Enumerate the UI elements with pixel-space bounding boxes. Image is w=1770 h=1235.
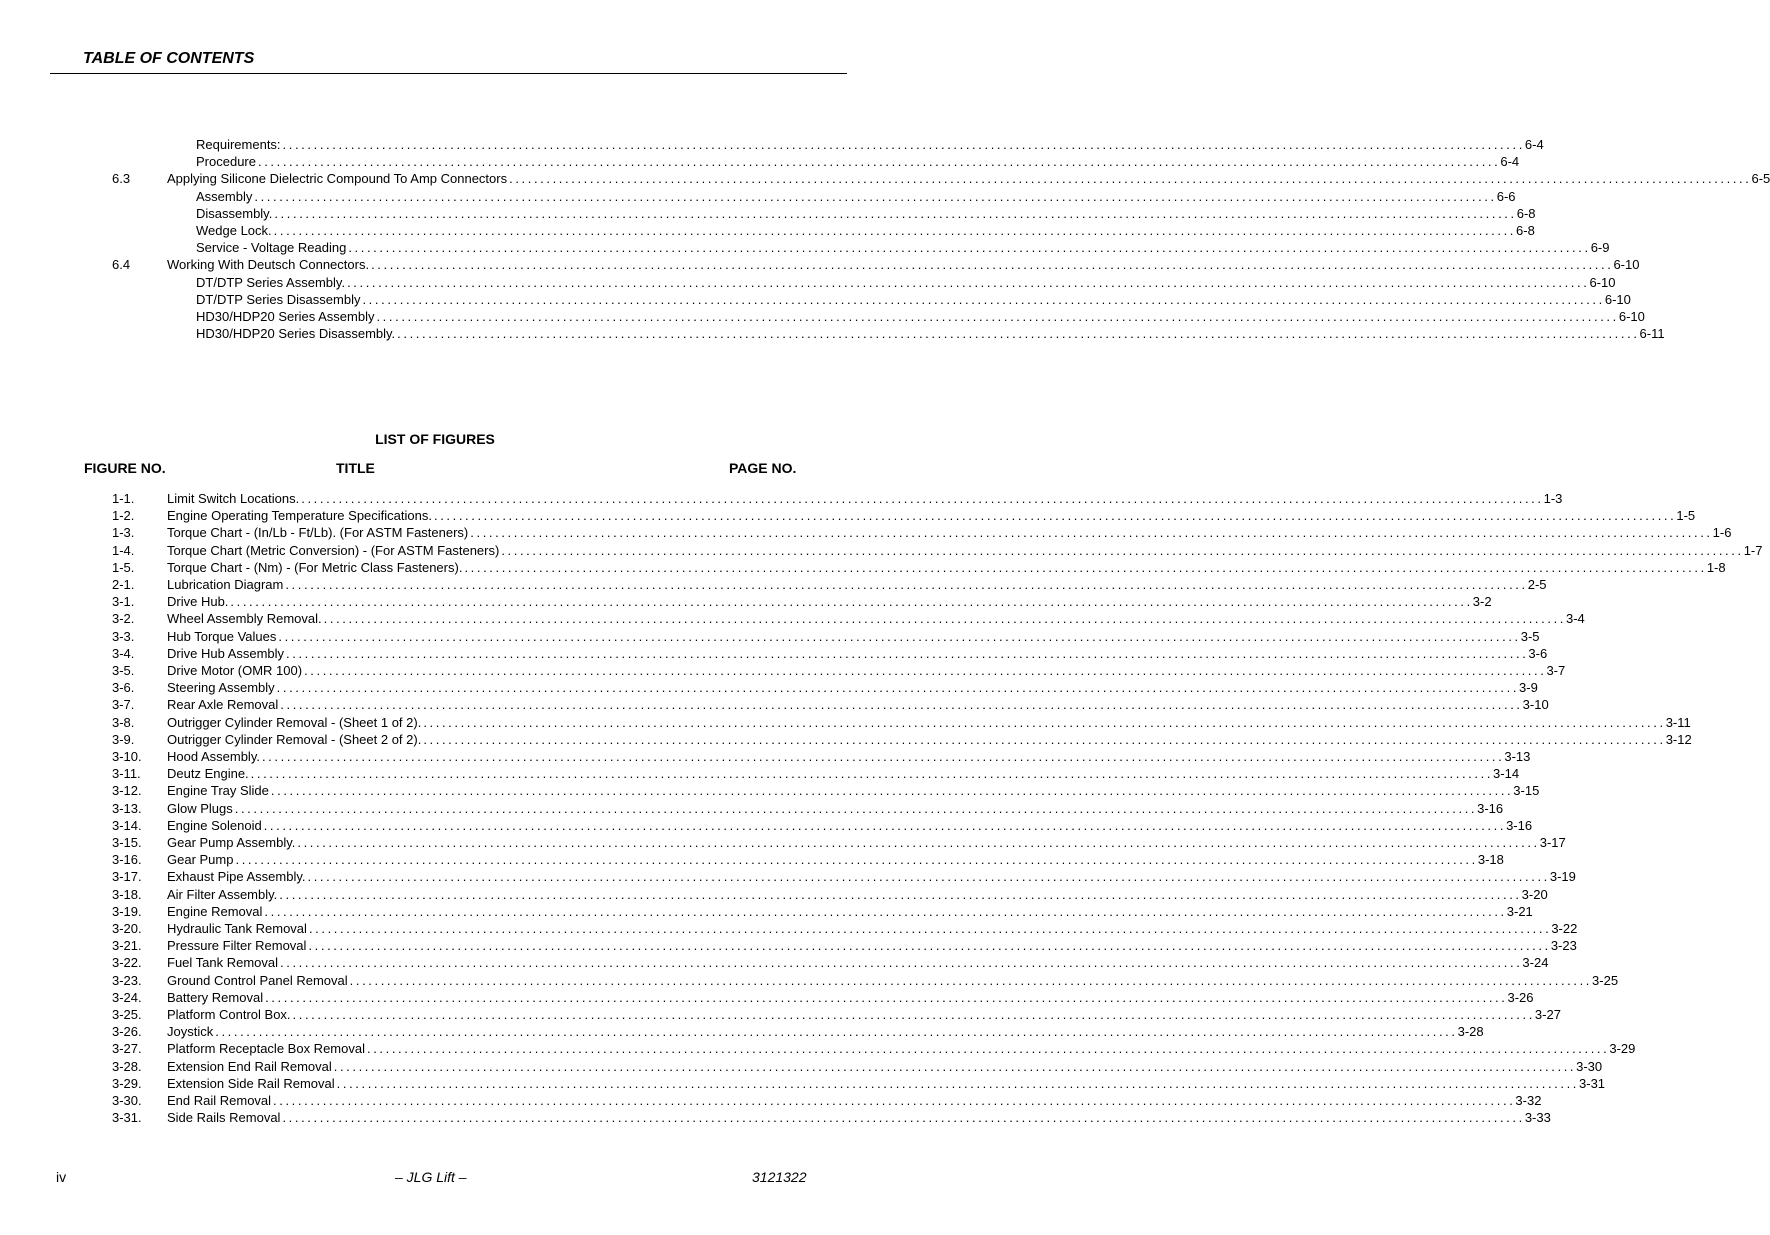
entry-page-number: 3-16 bbox=[1477, 800, 1504, 816]
list-item bbox=[0, 1075, 1606, 1092]
entry-number: 3-26. bbox=[112, 1024, 142, 1040]
list-item bbox=[0, 886, 1548, 903]
entry-number: 3-11. bbox=[112, 766, 141, 782]
entry-page-number: 6-10 bbox=[1613, 257, 1640, 273]
entry-page-number: 6-9 bbox=[1590, 240, 1610, 256]
entry-title: Drive Hub Assembly bbox=[167, 645, 285, 661]
entry-page-number: 1-5 bbox=[1676, 508, 1696, 524]
list-item bbox=[0, 696, 1549, 713]
list-item bbox=[0, 291, 1631, 308]
list-item bbox=[0, 524, 1732, 541]
entry-number: 1-4. bbox=[112, 542, 135, 558]
list-item bbox=[0, 714, 1691, 731]
entry-page-number: 3-26 bbox=[1507, 989, 1534, 1005]
dot-leader: ........................................................................................................................................................................................................ bbox=[308, 921, 1552, 936]
entry-page-number: 6-11 bbox=[1639, 326, 1665, 342]
entry-title: HD30/HDP20 Series Assembly bbox=[196, 309, 375, 324]
entry-page-number: 3-27 bbox=[1534, 1007, 1561, 1022]
entry-number: 3-7. bbox=[112, 697, 135, 713]
entry-number: 3-29. bbox=[112, 1075, 142, 1091]
dot-leader: ........................................................................................................................................................................................................ bbox=[254, 188, 1497, 204]
entry-page-number: 3-24 bbox=[1522, 955, 1549, 971]
dot-leader: ........................................................................................................................................................................................................ bbox=[308, 938, 1551, 954]
list-item bbox=[0, 170, 1770, 187]
list-item bbox=[0, 576, 1547, 593]
entry-page-number: 2-5 bbox=[1527, 577, 1547, 592]
entry-number: 1-2. bbox=[112, 508, 135, 524]
list-item bbox=[0, 274, 1616, 291]
dot-leader: ........................................................................................................................................................................................................ bbox=[270, 783, 1514, 799]
dot-leader: ........................................................................................................................................................................................................ bbox=[397, 326, 1640, 342]
entry-number: 3-3. bbox=[112, 628, 135, 644]
entry-number: 3-23. bbox=[112, 972, 142, 988]
entry-title: Side Rails Removal bbox=[167, 1110, 281, 1126]
entry-number: 6.4 bbox=[112, 257, 131, 273]
entry-title: Hydraulic Tank Removal bbox=[167, 921, 307, 936]
entry-page-number: 3-18 bbox=[1477, 852, 1504, 868]
entry-page-number: 3-29 bbox=[1609, 1041, 1636, 1057]
dot-leader: ........................................................................................................................................................................................................ bbox=[297, 835, 1540, 850]
entry-title: Wheel Assembly Removal. bbox=[167, 611, 322, 627]
dot-leader: ........................................................................................................................................................................................................ bbox=[301, 491, 1544, 506]
entry-page-number: 1-7 bbox=[1743, 542, 1763, 558]
entry-title: Torque Chart - (Nm) - (For Metric Class Fasteners). bbox=[167, 559, 463, 575]
entry-title: DT/DTP Series Assembly. bbox=[196, 274, 346, 290]
entry-title: Lubrication Diagram bbox=[167, 577, 284, 592]
list-item bbox=[0, 507, 1696, 524]
entry-title: Platform Control Box. bbox=[167, 1007, 291, 1022]
entry-title: Steering Assembly bbox=[167, 680, 275, 696]
dot-leader: ........................................................................................................................................................................................................ bbox=[257, 154, 1501, 170]
entry-number: 3-16. bbox=[112, 852, 142, 868]
entry-number: 3-13. bbox=[112, 800, 142, 816]
entry-number: 3-22. bbox=[112, 955, 142, 971]
list-item bbox=[0, 851, 1504, 868]
entry-number: 3-14. bbox=[112, 817, 142, 833]
list-item bbox=[0, 800, 1504, 817]
list-item bbox=[0, 920, 1578, 937]
footer-page-number: iv bbox=[56, 1169, 67, 1185]
list-item bbox=[0, 954, 1549, 971]
entry-page-number: 3-31 bbox=[1579, 1075, 1606, 1091]
list-item bbox=[0, 868, 1576, 885]
entry-number: 3-31. bbox=[112, 1110, 142, 1126]
entry-page-number: 3-2 bbox=[1472, 594, 1492, 610]
entry-number: 3-24. bbox=[112, 989, 142, 1005]
dot-leader: ........................................................................................................................................................................................................ bbox=[366, 1041, 1610, 1057]
entry-title: Engine Tray Slide bbox=[167, 783, 269, 799]
entry-title: Platform Receptacle Box Removal bbox=[167, 1041, 365, 1057]
entry-title: DT/DTP Series Disassembly bbox=[196, 291, 361, 307]
list-item bbox=[0, 748, 1531, 765]
entry-title: Joystick bbox=[167, 1024, 214, 1040]
entry-page-number: 3-21 bbox=[1506, 903, 1533, 919]
dot-leader: ........................................................................................................................................................................................................ bbox=[423, 714, 1666, 730]
entry-number: 3-21. bbox=[112, 938, 142, 954]
entry-title: Service - Voltage Reading bbox=[196, 240, 347, 256]
dot-leader: ........................................................................................................................................................................................................ bbox=[250, 766, 1494, 782]
dot-leader: ........................................................................................................................................................................................................ bbox=[274, 205, 1517, 221]
footer-publisher: – JLG Lift – bbox=[395, 1169, 467, 1185]
entry-page-number: 6-6 bbox=[1496, 188, 1516, 204]
dot-leader: ........................................................................................................................................................................................................ bbox=[264, 903, 1507, 919]
entry-page-number: 1-3 bbox=[1543, 491, 1563, 506]
list-item bbox=[0, 628, 1540, 645]
entry-page-number: 6-10 bbox=[1618, 309, 1645, 324]
dot-leader: ........................................................................................................................................................................................................ bbox=[349, 972, 1593, 988]
entry-number: 3-27. bbox=[112, 1041, 142, 1057]
entry-page-number: 6-10 bbox=[1589, 274, 1616, 290]
entry-page-number: 3-11 bbox=[1665, 714, 1691, 730]
dot-leader: ........................................................................................................................................................................................................ bbox=[263, 817, 1507, 833]
entry-number: 3-10. bbox=[112, 749, 142, 764]
entry-number: 3-5. bbox=[112, 663, 135, 678]
entry-page-number: 6-4 bbox=[1500, 154, 1520, 170]
entry-title: Engine Operating Temperature Specifications. bbox=[167, 508, 432, 524]
entry-title: Wedge Lock. bbox=[196, 223, 272, 238]
entry-number: 3-12. bbox=[112, 783, 142, 799]
column-header-figure-no: FIGURE NO. bbox=[84, 460, 166, 476]
list-item bbox=[0, 610, 1585, 627]
entry-page-number: 3-13 bbox=[1504, 749, 1531, 764]
list-item bbox=[0, 834, 1566, 851]
dot-leader: ........................................................................................................................................................................................................ bbox=[371, 257, 1614, 273]
entry-title: Extension End Rail Removal bbox=[167, 1058, 332, 1074]
list-item bbox=[0, 222, 1535, 239]
entry-title: Assembly bbox=[196, 188, 253, 204]
column-header-page-no: PAGE NO. bbox=[729, 460, 797, 476]
dot-leader: ........................................................................................................................................................................................................ bbox=[376, 309, 1619, 324]
list-item bbox=[0, 765, 1520, 782]
entry-number: 3-1. bbox=[112, 594, 135, 610]
page-header-title: TABLE OF CONTENTS bbox=[83, 50, 255, 67]
entry-number: 3-30. bbox=[112, 1093, 142, 1108]
entry-page-number: 3-20 bbox=[1521, 886, 1548, 902]
entry-page-number: 1-8 bbox=[1706, 559, 1726, 575]
dot-leader: ........................................................................................................................................................................................................ bbox=[423, 731, 1666, 747]
entry-title: Extension Side Rail Removal bbox=[167, 1075, 335, 1091]
dot-leader: ........................................................................................................................................................................................................ bbox=[280, 697, 1523, 713]
entry-page-number: 3-4 bbox=[1566, 611, 1585, 627]
list-item bbox=[0, 1092, 1542, 1109]
dot-leader: ........................................................................................................................................................................................................ bbox=[230, 594, 1473, 610]
entry-title: Air Filter Assembly. bbox=[167, 886, 278, 902]
entry-number: 2-1. bbox=[112, 577, 135, 592]
entry-title: Working With Deutsch Connectors. bbox=[167, 257, 370, 273]
entry-page-number: 3-14 bbox=[1493, 766, 1520, 782]
list-of-figures-title: LIST OF FIGURES bbox=[375, 431, 495, 447]
entry-title: Engine Solenoid bbox=[167, 817, 262, 833]
dot-leader: ........................................................................................................................................................................................................ bbox=[362, 291, 1605, 307]
dot-leader: ........................................................................................................................................................................................................ bbox=[348, 240, 1591, 256]
list-item bbox=[0, 542, 1763, 559]
header-divider bbox=[50, 73, 847, 74]
entry-title: Deutz Engine. bbox=[167, 766, 249, 782]
entry-page-number: 3-33 bbox=[1524, 1110, 1551, 1126]
dot-leader: ........................................................................................................................................................................................................ bbox=[304, 663, 1547, 678]
entry-page-number: 6-4 bbox=[1524, 137, 1544, 152]
entry-title: Battery Removal bbox=[167, 989, 264, 1005]
list-item bbox=[0, 731, 1692, 748]
entry-title: Hood Assembly. bbox=[167, 749, 260, 764]
list-item bbox=[0, 153, 1520, 170]
dot-leader: ........................................................................................................................................................................................................ bbox=[464, 559, 1707, 575]
entry-number: 3-18. bbox=[112, 886, 142, 902]
list-item bbox=[0, 782, 1540, 799]
entry-title: Applying Silicone Dielectric Compound To Amp Connectors bbox=[167, 171, 508, 187]
list-item bbox=[0, 205, 1536, 222]
list-item bbox=[0, 593, 1492, 610]
entry-number: 3-4. bbox=[112, 645, 135, 661]
entry-page-number: 3-5 bbox=[1520, 628, 1540, 644]
list-item bbox=[0, 490, 1563, 507]
dot-leader: ........................................................................................................................................................................................................ bbox=[433, 508, 1677, 524]
entry-page-number: 3-23 bbox=[1550, 938, 1577, 954]
entry-title: Fuel Tank Removal bbox=[167, 955, 279, 971]
entry-number: 1-1. bbox=[112, 491, 135, 506]
column-header-title: TITLE bbox=[336, 460, 375, 476]
list-item bbox=[0, 937, 1577, 954]
entry-title: Outrigger Cylinder Removal - (Sheet 2 of 2). bbox=[167, 731, 422, 747]
list-item bbox=[0, 817, 1533, 834]
entry-page-number: 3-12 bbox=[1665, 731, 1692, 747]
list-item bbox=[0, 662, 1566, 679]
entry-number: 3-28. bbox=[112, 1058, 142, 1074]
dot-leader: ........................................................................................................................................................................................................ bbox=[261, 749, 1505, 764]
entry-number: 3-8. bbox=[112, 714, 135, 730]
list-item bbox=[0, 239, 1610, 256]
dot-leader: ........................................................................................................................................................................................................ bbox=[265, 989, 1508, 1005]
entry-page-number: 3-30 bbox=[1576, 1058, 1603, 1074]
list-item bbox=[0, 972, 1619, 989]
dot-leader: ........................................................................................................................................................................................................ bbox=[470, 525, 1713, 541]
entry-number: 3-2. bbox=[112, 611, 135, 627]
entry-page-number: 3-32 bbox=[1515, 1093, 1542, 1108]
list-item bbox=[0, 308, 1645, 325]
entry-number: 1-5. bbox=[112, 559, 135, 575]
list-item bbox=[0, 989, 1534, 1006]
dot-leader: ........................................................................................................................................................................................................ bbox=[278, 628, 1521, 644]
entry-title: Ground Control Panel Removal bbox=[167, 972, 348, 988]
dot-leader: ........................................................................................................................................................................................................ bbox=[234, 800, 1478, 816]
entry-title: Torque Chart - (In/Lb - Ft/Lb). (For ASTM Fasteners) bbox=[167, 525, 469, 541]
dot-leader: ........................................................................................................................................................................................................ bbox=[323, 611, 1566, 627]
entry-page-number: 6-10 bbox=[1604, 291, 1631, 307]
entry-page-number: 3-15 bbox=[1513, 783, 1540, 799]
list-item bbox=[0, 136, 1544, 153]
entry-page-number: 6-5 bbox=[1751, 171, 1770, 187]
entry-number: 3-17. bbox=[112, 869, 142, 885]
entry-title: Outrigger Cylinder Removal - (Sheet 1 of 2). bbox=[167, 714, 422, 730]
list-item bbox=[0, 645, 1548, 662]
entry-title: Engine Removal bbox=[167, 903, 263, 919]
list-item bbox=[0, 188, 1516, 205]
entry-number: 3-15. bbox=[112, 835, 142, 850]
list-item bbox=[0, 679, 1538, 696]
entry-title: Procedure bbox=[196, 154, 256, 170]
entry-page-number: 3-22 bbox=[1551, 921, 1578, 936]
list-item bbox=[0, 903, 1533, 920]
entry-title: Limit Switch Locations. bbox=[167, 491, 300, 506]
entry-title: Rear Axle Removal bbox=[167, 697, 279, 713]
entry-title: Exhaust Pipe Assembly. bbox=[167, 869, 306, 885]
dot-leader: ........................................................................................................................................................................................................ bbox=[276, 680, 1520, 696]
entry-number: 3-6. bbox=[112, 680, 135, 696]
entry-title: Torque Chart (Metric Conversion) - (For ASTM Fasteners) bbox=[167, 542, 500, 558]
dot-leader: ........................................................................................................................................................................................................ bbox=[235, 852, 1478, 868]
entry-title: Gear Pump Assembly. bbox=[167, 835, 296, 850]
dot-leader: ........................................................................................................................................................................................................ bbox=[215, 1024, 1458, 1040]
entry-page-number: 3-25 bbox=[1592, 972, 1619, 988]
dot-leader: ........................................................................................................................................................................................................ bbox=[292, 1007, 1535, 1022]
entry-number: 3-9. bbox=[112, 731, 135, 747]
entry-page-number: 6-8 bbox=[1516, 205, 1536, 221]
list-item bbox=[0, 559, 1726, 576]
entry-number: 6.3 bbox=[112, 171, 131, 187]
dot-leader: ........................................................................................................................................................................................................ bbox=[307, 869, 1550, 885]
entry-page-number: 1-6 bbox=[1712, 525, 1732, 541]
entry-page-number: 3-7 bbox=[1546, 663, 1566, 678]
dot-leader: ........................................................................................................................................................................................................ bbox=[282, 1110, 1525, 1126]
entry-page-number: 6-8 bbox=[1516, 223, 1535, 238]
dot-leader: ........................................................................................................................................................................................................ bbox=[286, 645, 1529, 661]
dot-leader: ........................................................................................................................................................................................................ bbox=[336, 1075, 1580, 1091]
entry-title: Drive Motor (OMR 100) bbox=[167, 663, 303, 678]
dot-leader: ........................................................................................................................................................................................................ bbox=[280, 955, 1523, 971]
entry-title: Requirements: bbox=[196, 137, 281, 152]
list-item bbox=[0, 325, 1665, 342]
dot-leader: ........................................................................................................................................................................................................ bbox=[282, 137, 1525, 152]
entry-page-number: 3-19 bbox=[1549, 869, 1576, 885]
entry-page-number: 3-10 bbox=[1522, 697, 1549, 713]
list-item bbox=[0, 1109, 1551, 1126]
entry-number: 3-25. bbox=[112, 1007, 142, 1022]
dot-leader: ........................................................................................................................................................................................................ bbox=[501, 542, 1744, 558]
entry-page-number: 3-28 bbox=[1457, 1024, 1484, 1040]
entry-title: Gear Pump bbox=[167, 852, 234, 868]
list-item bbox=[0, 1023, 1484, 1040]
entry-title: Drive Hub. bbox=[167, 594, 229, 610]
entry-number: 3-20. bbox=[112, 921, 142, 936]
entry-title: Pressure Filter Removal bbox=[167, 938, 307, 954]
dot-leader: ........................................................................................................................................................................................................ bbox=[285, 577, 1528, 592]
dot-leader: ........................................................................................................................................................................................................ bbox=[347, 274, 1590, 290]
list-item bbox=[0, 1058, 1603, 1075]
entry-page-number: 3-9 bbox=[1519, 680, 1538, 696]
entry-title: Disassembly. bbox=[196, 205, 273, 221]
entry-number: 1-3. bbox=[112, 525, 135, 541]
dot-leader: ........................................................................................................................................................................................................ bbox=[509, 171, 1752, 187]
list-item bbox=[0, 256, 1640, 273]
entry-page-number: 3-6 bbox=[1528, 645, 1548, 661]
list-item bbox=[0, 1006, 1561, 1023]
entry-number: 3-19. bbox=[112, 903, 142, 919]
list-item bbox=[0, 1040, 1636, 1057]
dot-leader: ........................................................................................................................................................................................................ bbox=[333, 1058, 1577, 1074]
dot-leader: ........................................................................................................................................................................................................ bbox=[273, 223, 1517, 238]
entry-title: End Rail Removal bbox=[167, 1093, 272, 1108]
entry-title: Glow Plugs bbox=[167, 800, 233, 816]
entry-title: Hub Torque Values bbox=[167, 628, 277, 644]
entry-title: HD30/HDP20 Series Disassembly. bbox=[196, 326, 396, 342]
dot-leader: ........................................................................................................................................................................................................ bbox=[273, 1093, 1516, 1108]
entry-page-number: 3-17 bbox=[1539, 835, 1566, 850]
entry-page-number: 3-16 bbox=[1506, 817, 1533, 833]
footer-document-number: 3121322 bbox=[752, 1169, 807, 1185]
dot-leader: ........................................................................................................................................................................................................ bbox=[279, 886, 1522, 902]
